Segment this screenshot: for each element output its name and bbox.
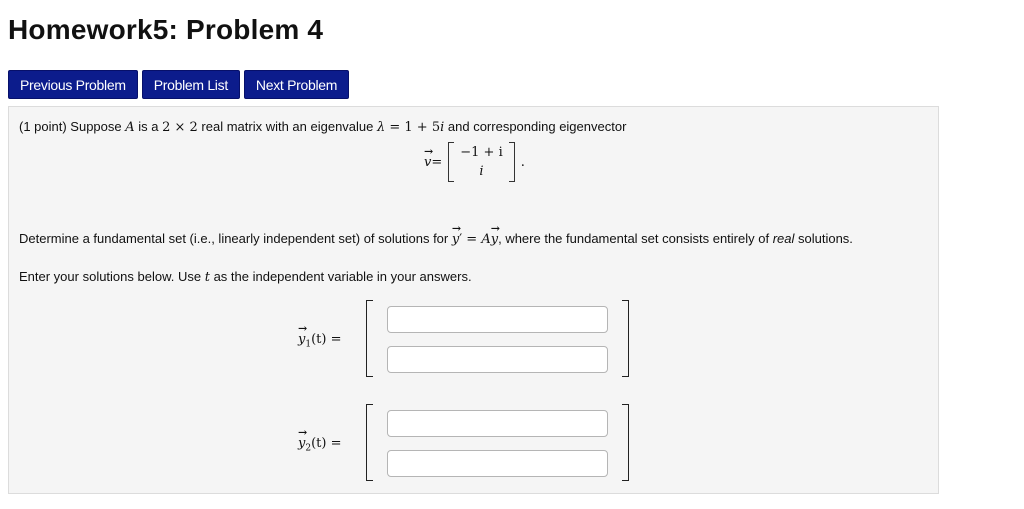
previous-problem-button[interactable]: Previous Problem: [8, 70, 138, 99]
solution-subscript: 1: [305, 339, 312, 350]
statement-text: and corresponding eigenvector: [444, 119, 627, 134]
right-bracket: [622, 404, 629, 481]
solution-label-rest: (t) =: [311, 436, 342, 451]
determine-instruction: [19, 231, 853, 247]
real-emphasis: real: [772, 231, 795, 246]
solution-y-symbol: → y: [298, 436, 305, 451]
prime-symbol: ′: [459, 232, 463, 247]
eigenvector-symbol: → v: [424, 155, 431, 170]
solution-2-row-1-input[interactable]: [387, 410, 608, 437]
solution-1-row-1-input[interactable]: [387, 306, 608, 333]
solution-subscript: 2: [305, 443, 312, 454]
statement-text: is a: [134, 119, 163, 134]
solution-y-symbol: → y: [298, 332, 305, 347]
eigenvector-entry: −1 + i: [460, 145, 503, 160]
right-bracket: [509, 142, 515, 182]
instruction-text: solutions.: [794, 231, 853, 246]
ode-y-symbol: → y: [491, 232, 498, 247]
solution-1-row-2-input[interactable]: [387, 346, 608, 373]
left-bracket: [366, 404, 373, 481]
solution-2-label: [298, 436, 342, 454]
eigenvector-entry: i: [479, 164, 484, 179]
equals-sign: =: [462, 232, 482, 247]
problem-navigation: [8, 70, 349, 99]
eigenvector-display: [424, 140, 525, 184]
solution-label-rest: (t) =: [311, 332, 342, 347]
page-title: Homework5: Problem 4: [8, 14, 324, 45]
eigenvalue-expression: = 1 + 5: [385, 120, 441, 135]
right-bracket: [622, 300, 629, 377]
instruction-text: as the independent variable in your answers.: [209, 269, 472, 284]
equals-sign: =: [431, 154, 443, 170]
enter-instruction: [19, 269, 472, 285]
matrix-symbol: A: [125, 120, 135, 135]
instruction-text: , where the fundamental set consists entirely of: [498, 231, 773, 246]
variable-t: t: [204, 270, 210, 285]
solution-2-row-2-input[interactable]: [387, 450, 608, 477]
problem-statement: [19, 119, 626, 135]
imaginary-unit: i: [440, 120, 445, 135]
problem-panel: [8, 106, 939, 494]
matrix-size: 2 × 2: [162, 120, 198, 135]
statement-text: real matrix with an eigenvalue: [197, 119, 377, 134]
instruction-text: Determine a fundamental set (i.e., linearly independent set) of solutions for: [19, 231, 452, 246]
next-problem-button[interactable]: Next Problem: [244, 70, 349, 99]
eigenvector-column: [454, 143, 508, 181]
left-bracket: [366, 300, 373, 377]
instruction-text: Enter your solutions below. Use: [19, 269, 205, 284]
solution-1-label: [298, 332, 342, 350]
problem-list-button[interactable]: Problem List: [142, 70, 240, 99]
eigenvalue-symbol: λ: [377, 120, 386, 135]
ode-matrix-symbol: A: [481, 232, 491, 247]
statement-text: (1 point) Suppose: [19, 119, 126, 134]
period: .: [520, 154, 525, 170]
ode-y-symbol: → y: [452, 232, 459, 247]
